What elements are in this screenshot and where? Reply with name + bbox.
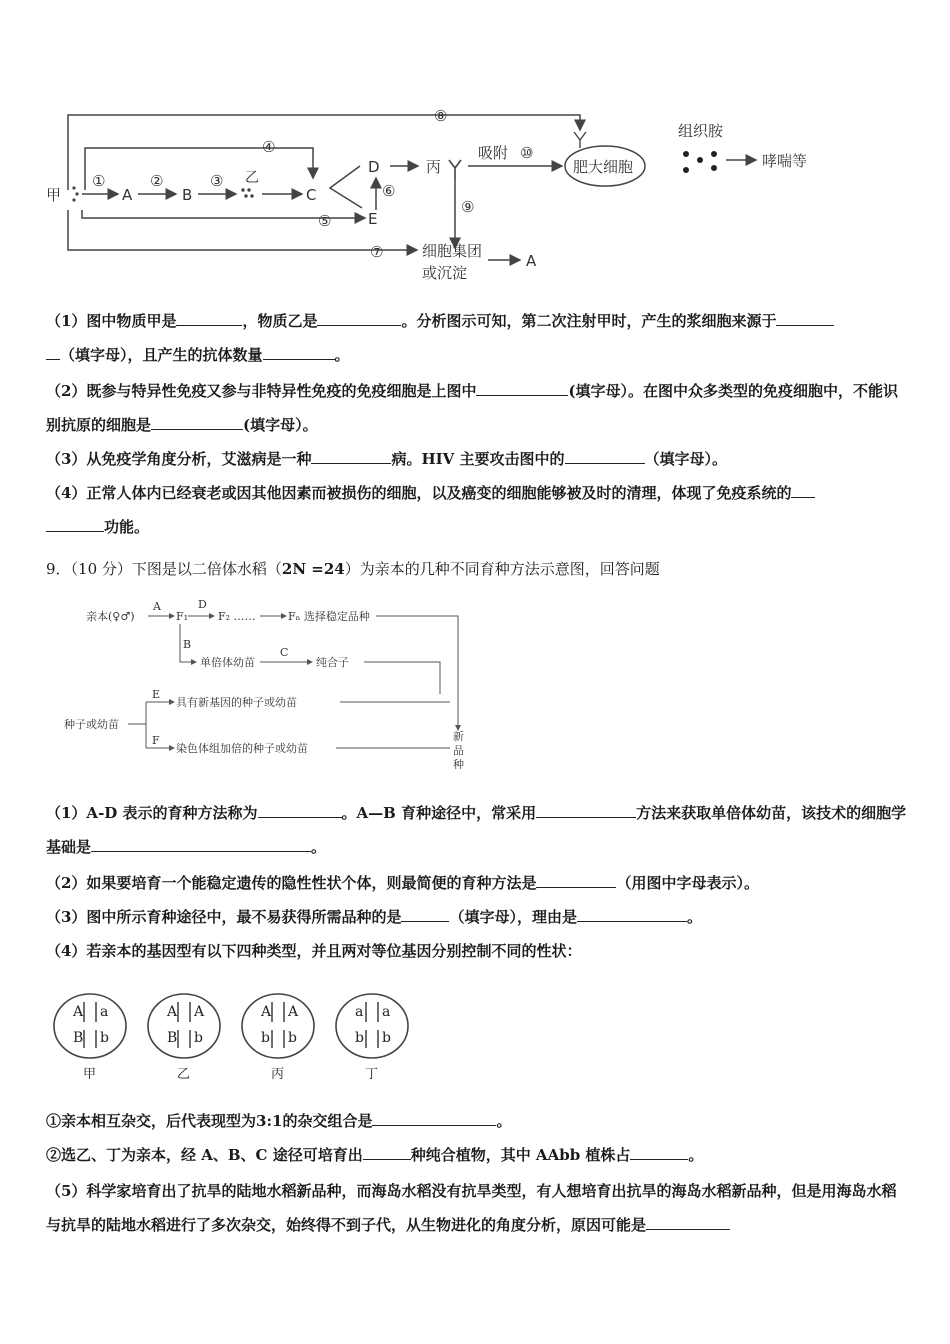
svg-text:a: a <box>382 1004 391 1020</box>
label-D: D <box>368 158 380 176</box>
cell-name-bing: 丙 <box>271 1067 285 1082</box>
cell-jia <box>54 994 126 1082</box>
q9-part1: （1）A-D 表示的育种方法称为 。A—B 育种途径中，常采用 方法来获取单倍体幼苗，该技术的细胞学基础是 。 <box>46 804 907 856</box>
label-E: E <box>368 210 378 228</box>
fig2-label-C: C <box>280 646 289 659</box>
cell-name-ding: 丁 <box>365 1067 379 1082</box>
step-3: ③ <box>210 172 224 190</box>
fig2-label-F: F <box>152 734 160 747</box>
step-5: ⑤ <box>318 212 332 230</box>
fig2-parent: 亲本(♀♂) <box>86 610 135 623</box>
fig2-newvar-3: 种 <box>453 758 464 771</box>
fig2-newvar-2: 品 <box>453 744 464 757</box>
q9-title: 9．（10 分）下图是以二倍体水稻（2N =24）为亲本的几种不同育种方法示意图，回答问题 <box>46 560 660 578</box>
label-A: A <box>122 186 133 204</box>
fig2-pure: 纯合子 <box>316 656 349 669</box>
svg-text:A: A <box>73 1004 84 1020</box>
label-cluster-2: 或沉淀 <box>422 264 468 282</box>
svg-text:a: a <box>100 1004 109 1020</box>
q9-sub2: ②选乙、丁为亲本，经 A、B、C 途径可培育出 种纯合植物，其中 AAbb 植株占 。 <box>46 1146 704 1164</box>
label-bing: 丙 <box>426 158 442 176</box>
fig2-F2: F₂ …… <box>218 610 256 623</box>
svg-text:b: b <box>355 1030 364 1046</box>
immune-process-diagram <box>40 100 840 290</box>
svg-text:A: A <box>288 1004 299 1020</box>
svg-text:b: b <box>100 1030 109 1046</box>
fig2-label-E: E <box>152 688 161 701</box>
label-cluster-1: 细胞集团 <box>422 242 483 260</box>
q8-part4: （4）正常人体内已经衰老或因其他因素而被损伤的细胞，以及癌变的细胞能够被及时的清理，体现了免疫系统的 功能。 <box>46 476 908 544</box>
cell-yi <box>148 994 220 1082</box>
svg-text:B: B <box>167 1030 178 1046</box>
antibody-icon <box>574 132 586 148</box>
q9-part3: （3）图中所示育种途径中，最不易获得所需品种的是 （填字母），理由是 。 <box>46 908 702 926</box>
svg-text:B: B <box>73 1030 84 1046</box>
q8-part1: （1）图中物质甲是 ，物质乙是 。分析图示可知，第二次注射甲时，产生的浆细胞来源于 （填字母），且产生的抗体数量 。 <box>46 304 908 372</box>
q9-part4: （4）若亲本的基因型有以下四种类型，并且两对等位基因分别控制不同的性状： <box>46 942 582 960</box>
step-7: ⑦ <box>370 243 384 261</box>
q8-part3: （3）从免疫学角度分析，艾滋病是一种 病。HIV 主要攻击图中的 （填字母）。 <box>46 450 728 468</box>
step-4: ④ <box>262 138 276 156</box>
fig2-label-D: D <box>198 598 207 611</box>
q9-part5: （5）科学家培育出了抗旱的陆地水稻新品种，而海岛水稻没有抗旱类型，有人想培育出抗旱的海岛水稻新品种，但是用海岛水稻与抗旱的陆地水稻进行了多次杂交，始终得不到子代，从生物进化的角度分析，原因可能是 <box>46 1182 897 1234</box>
genotype-cells <box>50 986 430 1086</box>
label-yi: 乙 <box>245 170 259 186</box>
fig2-Fn: Fₙ 选择稳定品种 <box>288 610 370 623</box>
q8-part2: （2）既参与特异性免疫又参与非特异性免疫的免疫细胞是上图中 (填字母）。在图中众多类型的免疫细胞中，不能识别抗原的细胞是 (填字母）。 <box>46 382 899 434</box>
cell-name-yi: 乙 <box>177 1067 191 1082</box>
fig2-seed: 种子或幼苗 <box>64 718 119 731</box>
step-6: ⑥ <box>382 182 396 200</box>
histamine-dots <box>683 151 717 173</box>
svg-text:b: b <box>382 1030 391 1046</box>
fig2-haploid: 单倍体幼苗 <box>200 656 255 669</box>
breeding-methods-diagram <box>60 594 480 774</box>
svg-text:A: A <box>167 1004 178 1020</box>
q9-text <box>46 796 908 968</box>
cell-bing <box>242 994 314 1082</box>
step-2: ② <box>150 172 164 190</box>
cell-ding <box>336 994 408 1082</box>
label-xifu: 吸附 <box>478 144 509 162</box>
label-asthma: 哮喘等 <box>762 152 808 170</box>
label-C: C <box>306 186 317 204</box>
antibody-icon <box>449 160 461 180</box>
q9-part2: （2）如果要培育一个能稳定遗传的隐性性状个体，则最简便的育种方法是 （用图中字母表示）。 <box>46 874 759 892</box>
label-jia: 甲 <box>46 186 62 204</box>
svg-text:b: b <box>288 1030 297 1046</box>
q8-text <box>46 304 908 544</box>
fig2-chrom: 染色体组加倍的种子或幼苗 <box>176 742 308 755</box>
cell-name-jia: 甲 <box>83 1067 97 1082</box>
fig2-newvar-1: 新 <box>453 730 464 743</box>
step-8: ⑧ <box>434 107 448 125</box>
q9-subquestions <box>46 1104 908 1242</box>
label-cluster-A: A <box>526 252 537 270</box>
fig2-label-A: A <box>153 600 161 613</box>
label-B: B <box>182 186 193 204</box>
svg-text:A: A <box>261 1004 272 1020</box>
fig2-newgene: 具有新基因的种子或幼苗 <box>176 696 297 709</box>
svg-text:a: a <box>355 1004 364 1020</box>
svg-text:b: b <box>261 1030 270 1046</box>
label-mast-cell: 肥大细胞 <box>573 158 634 176</box>
svg-text:A: A <box>194 1004 205 1020</box>
step-9: ⑨ <box>461 198 475 216</box>
step-1: ① <box>92 172 106 190</box>
fig2-label-B: B <box>183 638 192 651</box>
step-10: ⑩ <box>520 144 534 162</box>
fig2-F1: F₁ <box>176 610 189 623</box>
svg-text:b: b <box>194 1030 203 1046</box>
q9-sub1: ①亲本相互杂交，后代表现型为3:1的杂交组合是 。 <box>46 1112 512 1130</box>
label-histamine: 组织胺 <box>678 122 724 140</box>
